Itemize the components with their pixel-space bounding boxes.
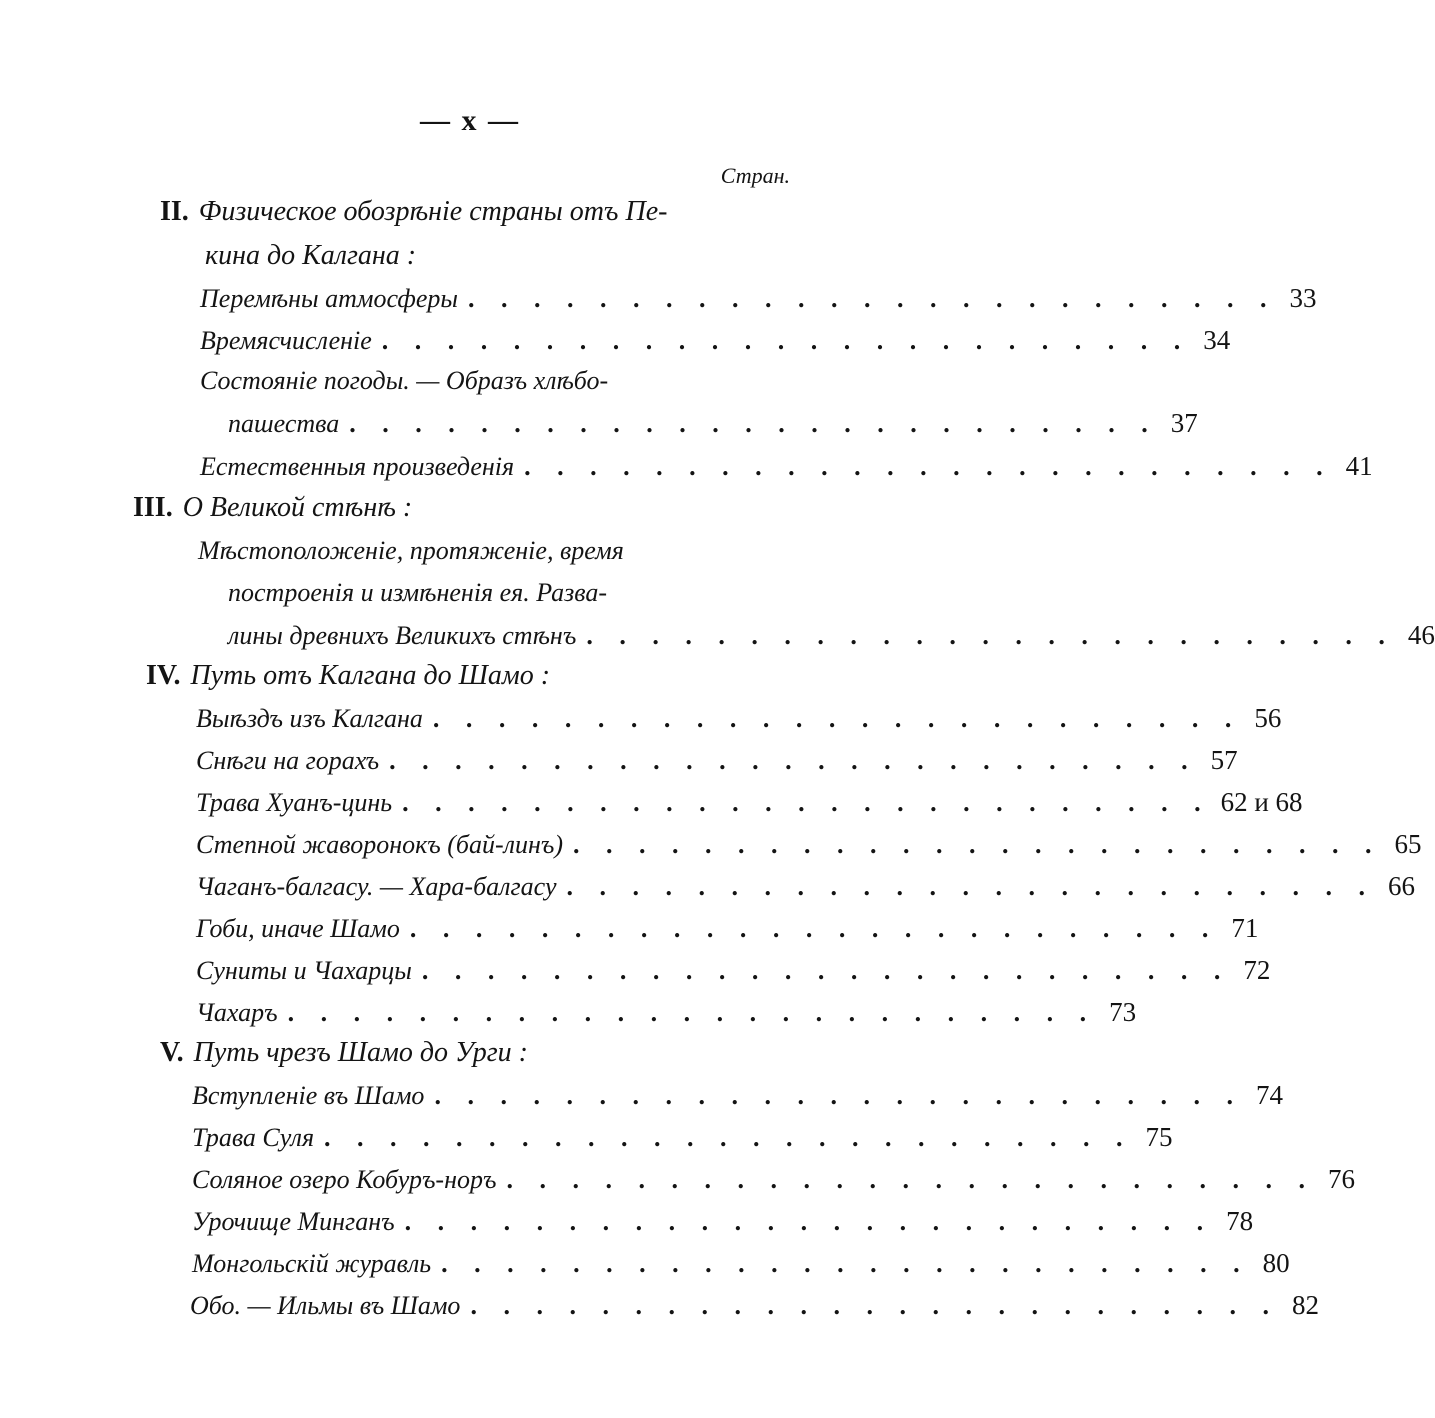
leader-dots: . . . . . . . . . . . . . . . . . . . . . . . . . xyxy=(524,452,1333,481)
entry-text: Соляное озеро Кобуръ-норъ xyxy=(192,1165,497,1194)
section-title: Путь отъ Калгана до Шамо : xyxy=(190,660,551,691)
leader-dots: . . . . . . . . . . . . . . . . . . . . . . . . . xyxy=(441,1249,1250,1278)
entry-text: Перемѣны атмосферы xyxy=(200,284,459,313)
toc-entry xyxy=(200,451,1373,482)
entry-text-line: Состояніе погоды. — Образъ хлѣбо- xyxy=(200,366,609,395)
entry-text: Снѣги на горахъ xyxy=(196,746,380,775)
entry-text: Суниты и Чахарцы xyxy=(196,956,412,985)
toc-entry xyxy=(196,913,1259,944)
entry-page: 34 xyxy=(1203,325,1231,355)
entry-page: 73 xyxy=(1109,997,1137,1027)
leader-dots: . . . . . . . . . . . . . . . . . . . . . . . . . xyxy=(573,830,1382,859)
entry-page: 57 xyxy=(1210,745,1238,775)
entry-page: 66 xyxy=(1388,871,1416,901)
toc-entry xyxy=(192,1248,1290,1279)
entry-text: Времясчисленіе xyxy=(200,326,372,355)
toc-entry xyxy=(192,1080,1283,1111)
entry-page: 33 xyxy=(1289,283,1317,313)
toc-entry xyxy=(200,283,1317,314)
entry-text: Выѣздъ изъ Калгана xyxy=(196,704,423,733)
toc-entry xyxy=(192,1206,1254,1237)
entry-page: 72 xyxy=(1243,955,1271,985)
toc-entry xyxy=(192,1122,1173,1153)
section-title: Путь чрезъ Шамо до Урги : xyxy=(193,1037,528,1068)
entry-text: Гоби, иначе Шамо xyxy=(196,914,400,943)
leader-dots: . . . . . . . . . . . . . . . . . . . . . . . . . xyxy=(470,1291,1279,1320)
entry-text: Обо. — Ильмы въ Шамо xyxy=(190,1291,461,1320)
entry-text: Урочище Минганъ xyxy=(192,1207,395,1236)
leader-dots: . . . . . . . . . . . . . . . . . . . . . . . . . xyxy=(421,956,1231,985)
entry-page: 80 xyxy=(1262,1248,1290,1278)
toc-entry xyxy=(200,325,1231,356)
entry-page: 41 xyxy=(1345,451,1373,481)
leader-dots: . . . . . . . . . . . . . . . . . . . . . . . . . xyxy=(389,746,1198,775)
section-heading-iii xyxy=(133,492,412,524)
toc-entry xyxy=(196,703,1282,734)
toc-entry xyxy=(196,829,1422,860)
section-heading-iv xyxy=(146,660,550,692)
section-title: О Великой стѣнѣ : xyxy=(182,492,413,523)
toc-entry xyxy=(196,997,1137,1028)
entry-text: Трава Хуанъ-цинь xyxy=(196,788,393,817)
leader-dots: . . . . . . . . . . . . . . . . . . . . . . . . . xyxy=(381,326,1191,355)
entry-page: 74 xyxy=(1255,1080,1283,1110)
leader-dots: . . . . . . . . . . . . . . . . . . . . . . . . . xyxy=(586,621,1395,650)
entry-text: пашества xyxy=(228,409,340,438)
leader-dots: . . . . . . . . . . . . . . . . . . . . . . . . . xyxy=(402,788,1211,817)
entry-text: Чахаръ xyxy=(196,998,278,1027)
entry-text-line: построенія и измѣненія ея. Разва- xyxy=(228,578,608,607)
toc-entry xyxy=(228,408,1198,439)
toc-entry xyxy=(192,1164,1355,1195)
leader-dots: . . . . . . . . . . . . . . . . . . . . . . . . . xyxy=(409,914,1219,943)
leader-dots: . . . . . . . . . . . . . . . . . . . . . . . . . xyxy=(404,1207,1214,1236)
entry-text: Естественныя произведенія xyxy=(200,452,515,481)
column-header-pages: Стран. xyxy=(720,163,790,188)
section-title-continuation: кина до Калгана : xyxy=(205,240,417,271)
section-heading-v xyxy=(160,1037,528,1069)
entry-text: Вступленіе въ Шамо xyxy=(192,1081,425,1110)
toc-entry xyxy=(196,787,1303,818)
toc-entry xyxy=(196,745,1238,776)
leader-dots: . . . . . . . . . . . . . . . . . . . . . . . . . xyxy=(506,1165,1315,1194)
section-number: V. xyxy=(160,1037,184,1068)
toc-entry xyxy=(196,871,1416,902)
entry-page: 56 xyxy=(1254,703,1282,733)
page-header: — x — xyxy=(420,104,520,137)
leader-dots: . . . . . . . . . . . . . . . . . . . . . . . . . xyxy=(324,1123,1133,1152)
entry-page: 62 и 68 xyxy=(1220,787,1303,817)
entry-text: Монгольскій журавль xyxy=(192,1249,432,1278)
entry-page: 76 xyxy=(1327,1164,1355,1194)
section-heading-ii xyxy=(160,196,667,228)
section-title: Физическое обозрѣніе страны отъ Пе- xyxy=(198,196,668,227)
entry-text: Степной жаворонокъ (бай-линъ) xyxy=(196,830,564,859)
leader-dots: . . . . . . . . . . . . . . . . . . . . . . . . . xyxy=(287,998,1097,1027)
entry-page: 75 xyxy=(1145,1122,1173,1152)
toc-entry xyxy=(196,955,1271,986)
entry-page: 82 xyxy=(1291,1290,1319,1320)
section-number: III. xyxy=(133,492,173,523)
entry-page: 71 xyxy=(1231,913,1259,943)
leader-dots: . . . . . . . . . . . . . . . . . . . . . . . . . xyxy=(349,409,1158,438)
entry-page: 65 xyxy=(1394,829,1422,859)
leader-dots: . . . . . . . . . . . . . . . . . . . . . . . . . xyxy=(432,704,1242,733)
section-number: II. xyxy=(160,196,189,227)
section-number: IV. xyxy=(146,660,181,691)
entry-text: Чаганъ-балгасу. — Хара-балгасу xyxy=(196,872,557,901)
leader-dots: . . . . . . . . . . . . . . . . . . . . . . . . . xyxy=(434,1081,1243,1110)
entry-page: 78 xyxy=(1226,1206,1254,1236)
entry-page: 46 xyxy=(1407,620,1435,650)
leader-dots: . . . . . . . . . . . . . . . . . . . . . . . . . xyxy=(468,284,1277,313)
toc-entry xyxy=(228,620,1435,651)
entry-text-line: Мѣстоположеніе, протяженіе, время xyxy=(198,536,624,565)
entry-text: Трава Суля xyxy=(192,1123,315,1152)
leader-dots: . . . . . . . . . . . . . . . . . . . . . . . . . xyxy=(566,872,1376,901)
entry-text: лины древнихъ Великихъ стѣнъ xyxy=(228,621,577,650)
entry-page: 37 xyxy=(1170,408,1198,438)
toc-entry xyxy=(190,1290,1319,1321)
